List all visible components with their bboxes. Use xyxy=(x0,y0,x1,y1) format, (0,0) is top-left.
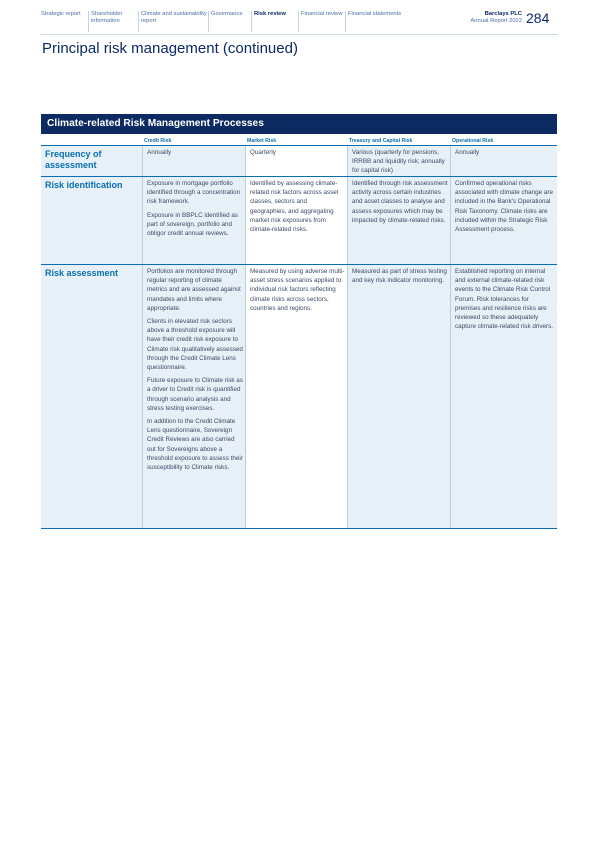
nav-climate-sustainability[interactable]: Climate and sustainability report xyxy=(138,11,208,32)
nav-financial-statements[interactable]: Financial statements xyxy=(345,11,435,32)
annual-report-label: Annual Report 2022 xyxy=(470,18,522,24)
cell-text: Portfolios are monitored through regular reporting of climate metrics and are assessed against mandates and limits where appropriate. xyxy=(147,268,241,312)
cell-treasury-identification xyxy=(347,177,450,264)
nav-risk-review[interactable]: Risk review xyxy=(251,11,298,32)
column-header-credit-risk: Credit Risk xyxy=(144,137,172,144)
table-title: Climate-related Risk Management Processes xyxy=(41,114,557,134)
cell-text: Annually xyxy=(147,149,172,156)
cell-credit-frequency xyxy=(142,146,245,176)
row-label-identification: Risk identification xyxy=(41,177,142,264)
cell-text: Measured by using adverse multi-asset stress scenarios applied to individual risk factors reflecting climate risks across sectors, countries and regions. xyxy=(250,268,345,312)
cell-text: Confirmed operational risks associated with climate change are included in the Bank's Operational Risk Taxonomy. Climate risks are included within the Strategic Risk Assessment process. xyxy=(455,180,554,234)
nav-strategic-report[interactable]: Strategic report xyxy=(41,11,81,17)
table-row-assessment xyxy=(41,265,557,529)
cell-text: Quarterly xyxy=(250,149,276,156)
row-label-assessment: Risk assessment xyxy=(41,265,142,528)
column-header-blank xyxy=(41,134,142,145)
cell-text: In addition to the Credit Climate Lens questionnaire, Sovereign Credit Reviews are also carried out for Sovereigns above a threshold exposure to assess their susceptibility to Climate risks. xyxy=(147,418,243,472)
cell-credit-assessment xyxy=(142,265,245,528)
cell-text: Exposure in mortgage portfolio identified through a concentration risk framework. xyxy=(147,180,241,206)
cell-operational-identification xyxy=(450,177,557,264)
cell-text: Established reporting on internal and external climate-related risk events to the Climate Risk Control Forum. Risk tolerances for premises and resilience risks are reviewed so these adequately capture climate-related risk drivers. xyxy=(455,268,553,331)
cell-market-identification xyxy=(245,177,347,264)
cell-market-assessment xyxy=(245,265,347,528)
table-row-identification xyxy=(41,177,557,265)
nav-divider xyxy=(41,34,558,35)
page-title: Principal risk management (continued) xyxy=(42,40,298,57)
table-row-frequency xyxy=(41,146,557,177)
cell-operational-assessment xyxy=(450,265,557,528)
brand-block xyxy=(452,11,522,25)
cell-text: Identified through risk assessment activity across certain industries and asset classes to analyse and assess exposures which may be impacted by climate-related risks. xyxy=(352,180,448,224)
cell-text: Exposure in BBPLC identified as part of sovereign, portfolio and obligor credit annual reviews. xyxy=(147,211,239,238)
cell-text: Measured as part of stress testing and key risk indicator monitoring. xyxy=(352,268,447,285)
cell-credit-identification xyxy=(142,177,245,264)
column-header-market-risk: Market Risk xyxy=(247,137,277,144)
cell-text: Annually xyxy=(455,149,480,156)
cell-text: Clients in elevated risk sectors above a threshold exposure will have their credit risk exposure to Climate risk qualitatively assessed through the Credit Climate Lens questionnaire. xyxy=(147,318,243,372)
cell-treasury-assessment xyxy=(347,265,450,528)
row-label-frequency: Frequency of assessment xyxy=(41,146,142,176)
cell-operational-frequency xyxy=(450,146,557,176)
table-column-headers xyxy=(41,134,557,146)
risk-processes-table xyxy=(41,114,557,529)
nav-financial-review[interactable]: Financial review xyxy=(298,11,345,32)
brand-name: Barclays PLC xyxy=(484,11,522,17)
nav-shareholder-information[interactable]: Shareholder information xyxy=(88,11,138,32)
cell-text: Various (quarterly for pensions, IRRBB and liquidity risk; annually for capital risk) xyxy=(352,149,445,175)
page-number: 284 xyxy=(526,10,550,26)
column-header-treasury-capital-risk: Treasury and Capital Risk xyxy=(349,137,413,144)
cell-treasury-frequency xyxy=(347,146,450,176)
cell-text: Future exposure to Climate risk as a driver to Credit risk is quantified through scenario analysis and stress testing exercises. xyxy=(147,377,243,412)
nav-governance[interactable]: Governance xyxy=(208,11,251,32)
column-header-operational-risk: Operational Risk xyxy=(452,137,494,144)
cell-text: Identified by assessing climate-related risk factors across asset classes, sectors and geographies, and aggregating market risk exposures from climate-related risks. xyxy=(250,180,339,234)
cell-market-frequency xyxy=(245,146,347,176)
